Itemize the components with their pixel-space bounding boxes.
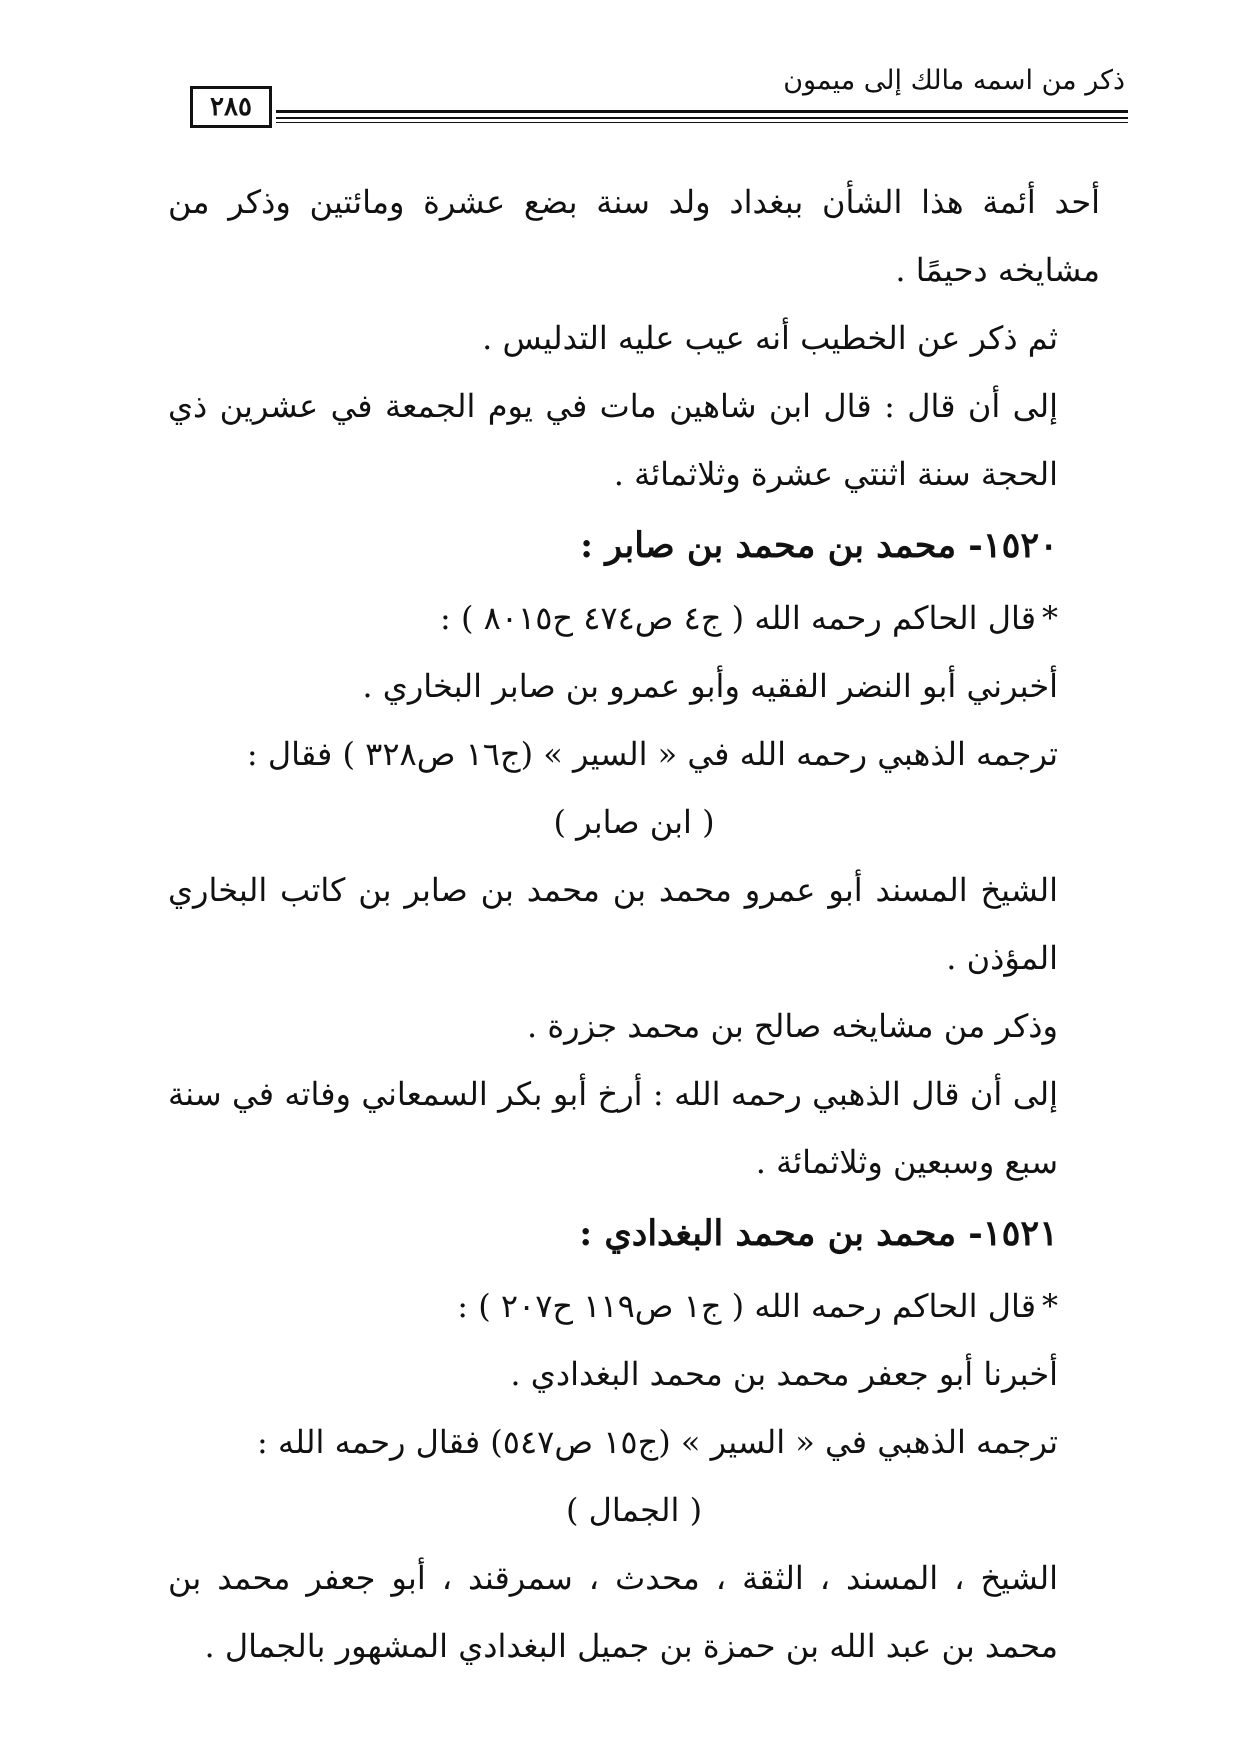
header-rule-medium — [276, 117, 1128, 119]
header-rule-thick — [276, 110, 1128, 113]
entry-1520-dhahabi-citation: ترجمه الذهبي رحمه الله في « السير » (ج١٦ ص٣٢٨ ) فقال : — [246, 735, 1058, 773]
entry-1520-hakim-text: قال الحاكم رحمه الله ( ج٤ ص٤٧٤ ح٨٠١٥ ) : — [440, 599, 1036, 637]
paragraph-tadlis: ثم ذكر عن الخطيب أنه عيب عليه التدليس . — [482, 319, 1058, 357]
entry-1521-dhahabi-citation: ترجمه الذهبي في « السير » (ج١٥ ص٥٤٧) فقال رحمه الله : — [257, 1423, 1058, 1461]
paragraph-continuation: أحد أئمة هذا الشأن ببغداد ولد سنة بضع عشرة ومائتين وذكر من مشايخه دحيمًا . — [168, 183, 1100, 289]
running-title: ذكر من اسمه مالك إلى ميمون — [783, 65, 1125, 96]
header-rule-thin — [276, 122, 1128, 123]
entry-1520-subtitle: ( ابن صابر ) — [553, 803, 715, 841]
body-text — [168, 168, 1100, 1680]
entry-1521-bio: الشيخ ، المسند ، الثقة ، محدث ، سمرقند ، أبو جعفر محمد بن محمد بن عبد الله بن حمزة بن جميل البغدادي المشهور بالجمال . — [168, 1559, 1058, 1665]
entry-1521-heading: ١٥٢١- محمد بن محمد البغدادي : — [579, 1213, 1058, 1254]
entry-1521-isnad: أخبرنا أبو جعفر محمد بن محمد البغدادي . — [510, 1355, 1058, 1393]
asterisk-marker: * — [1042, 599, 1058, 637]
entry-1520-heading: ١٥٢٠- محمد بن محمد بن صابر : — [580, 525, 1058, 566]
page-number: ٢٨٥ — [190, 86, 272, 128]
entry-1521-hakim-citation — [168, 1272, 1100, 1340]
paragraph-death-date: إلى أن قال : قال ابن شاهين مات في يوم الجمعة في عشرين ذي الحجة سنة اثنتي عشرة وثلاثمائة . — [168, 387, 1058, 493]
asterisk-marker: * — [1042, 1287, 1058, 1325]
entry-1521-subtitle: ( الجمال ) — [565, 1491, 703, 1529]
entry-1520-hakim-citation — [168, 584, 1100, 652]
entry-1520-teachers: وذكر من مشايخه صالح بن محمد جزرة . — [527, 1007, 1058, 1045]
entry-1520-isnad: أخبرني أبو النضر الفقيه وأبو عمرو بن صابر البخاري . — [362, 667, 1058, 705]
entry-1521-hakim-text: قال الحاكم رحمه الله ( ج١ ص١١٩ ح٢٠٧ ) : — [457, 1287, 1036, 1325]
entry-1520-death: إلى أن قال الذهبي رحمه الله : أرخ أبو بكر السمعاني وفاته في سنة سبع وسبعين وثلاثمائة . — [168, 1075, 1058, 1181]
entry-1520-bio: الشيخ المسند أبو عمرو محمد بن محمد بن صابر بن كاتب البخاري المؤذن . — [168, 871, 1058, 977]
